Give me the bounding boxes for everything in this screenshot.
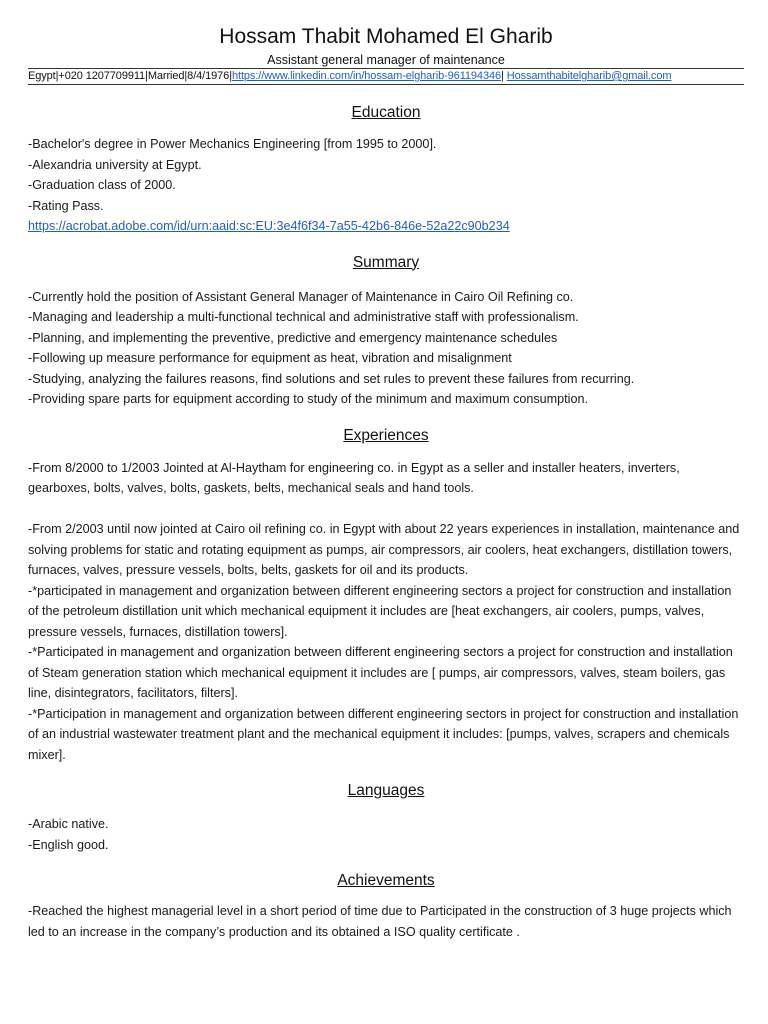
language-item: -Arabic native. <box>28 817 109 831</box>
experience-entry: -From 8/2000 to 1/2003 Jointed at Al-Haytham for engineering co. in Egypt as a seller and installer heaters, inverters, gearboxes, bolts, valves, bolts, gaskets, belts, mechanical seals and hand tools. <box>28 460 680 495</box>
summary-heading: Summary <box>352 253 420 271</box>
summary-item: -Managing and leadership a multi-functional technical and administrative staff with professionalism. <box>28 310 579 324</box>
languages-heading: Languages <box>347 782 425 799</box>
summary-item: -Following up measure performance for equipment as heat, vibration and misalignment <box>28 351 512 365</box>
summary-item: -Studying, analyzing the failures reasons, find solutions and set rules to prevent these failures from recurring. <box>28 371 635 386</box>
language-item: -English good. <box>28 837 109 852</box>
education-item: -Rating Pass. <box>28 198 104 213</box>
experiences-body <box>28 458 744 766</box>
summary-item: -Currently hold the position of Assistant General Manager of Maintenance in Cairo Oil Refining co. <box>28 289 574 304</box>
education-item: -Bachelor's degree in Power Mechanics Engineering [from 1995 to 2000]. <box>28 137 437 151</box>
education-item: -Graduation class of 2000. <box>28 178 176 192</box>
summary-item: -Providing spare parts for equipment according to study of the minimum and maximum consumption. <box>28 392 588 406</box>
job-title: Assistant general manager of maintenance <box>267 53 505 67</box>
contact-separator: | <box>501 70 507 82</box>
education-list <box>28 134 744 237</box>
certificate-link[interactable]: https://acrobat.adobe.com/id/urn:aaid:sc:EU:3e4f6f34-7a55-42b6-846e-52a22c90b234 <box>28 219 510 233</box>
achievements-heading: Achievements <box>337 872 435 889</box>
summary-item: -Planning, and implementing the preventive, predictive and emergency maintenance schedules <box>28 330 558 345</box>
achievement-text: -Reached the highest managerial level in a short period of time due to Participated in the construction of 3 huge projects which led to an increase in the company’s production and its obtained a ISO quality certificate . <box>28 904 732 939</box>
linkedin-link[interactable]: https://www.linkedin.com/in/hossam-elgharib-961194346 <box>231 70 502 82</box>
summary-list <box>28 287 744 410</box>
resume-page <box>28 22 744 942</box>
education-heading: Education <box>351 104 421 121</box>
languages-list <box>28 814 744 855</box>
education-item: -Alexandria university at Egypt. <box>28 157 202 172</box>
email-link[interactable]: Hossamthabitelgharib@gmail.com <box>506 70 672 82</box>
experience-entry: -*Participation in management and organization between different engineering sectors in project for construction and installation of an industrial wastewater treatment plant and the mechanical equipment it includes: [pumps, valves, scrapers and chemicals mixer]. <box>28 706 739 762</box>
contact-details: Egypt|+020 1207709911|Married|8/4/1976| <box>28 70 232 82</box>
experience-entry: -*participated in management and organization between different engineering sectors a project for construction and installation of the petroleum distillation unit which mechanical equipment it includes are [heat exchangers, air coolers, pumps, valves, pressure vessels, furnaces, distillation towers]. <box>28 583 732 639</box>
experience-entry: -*Participated in management and organization between different engineering sectors a project for construction and installation of Steam generation station which mechanical equipment it includes are [ pumps, air compressors, valves, steam boilers, gas line, disintegrators, facilitators, filters]. <box>28 645 733 700</box>
contact-line <box>28 68 744 85</box>
experience-entry: -From 2/2003 until now jointed at Cairo oil refining co. in Egypt with about 22 years experiences in installation, maintenance and solving problems for static and rotating equipment as pumps, air compressors, air coolers, heat exchangers, distillation towers, furnaces, valves, pressure vessels, bolts, belts, gaskets for oil and its products. <box>28 522 740 577</box>
experiences-heading: Experiences <box>343 426 429 444</box>
candidate-name: Hossam Thabit Mohamed El Gharib <box>219 25 553 48</box>
